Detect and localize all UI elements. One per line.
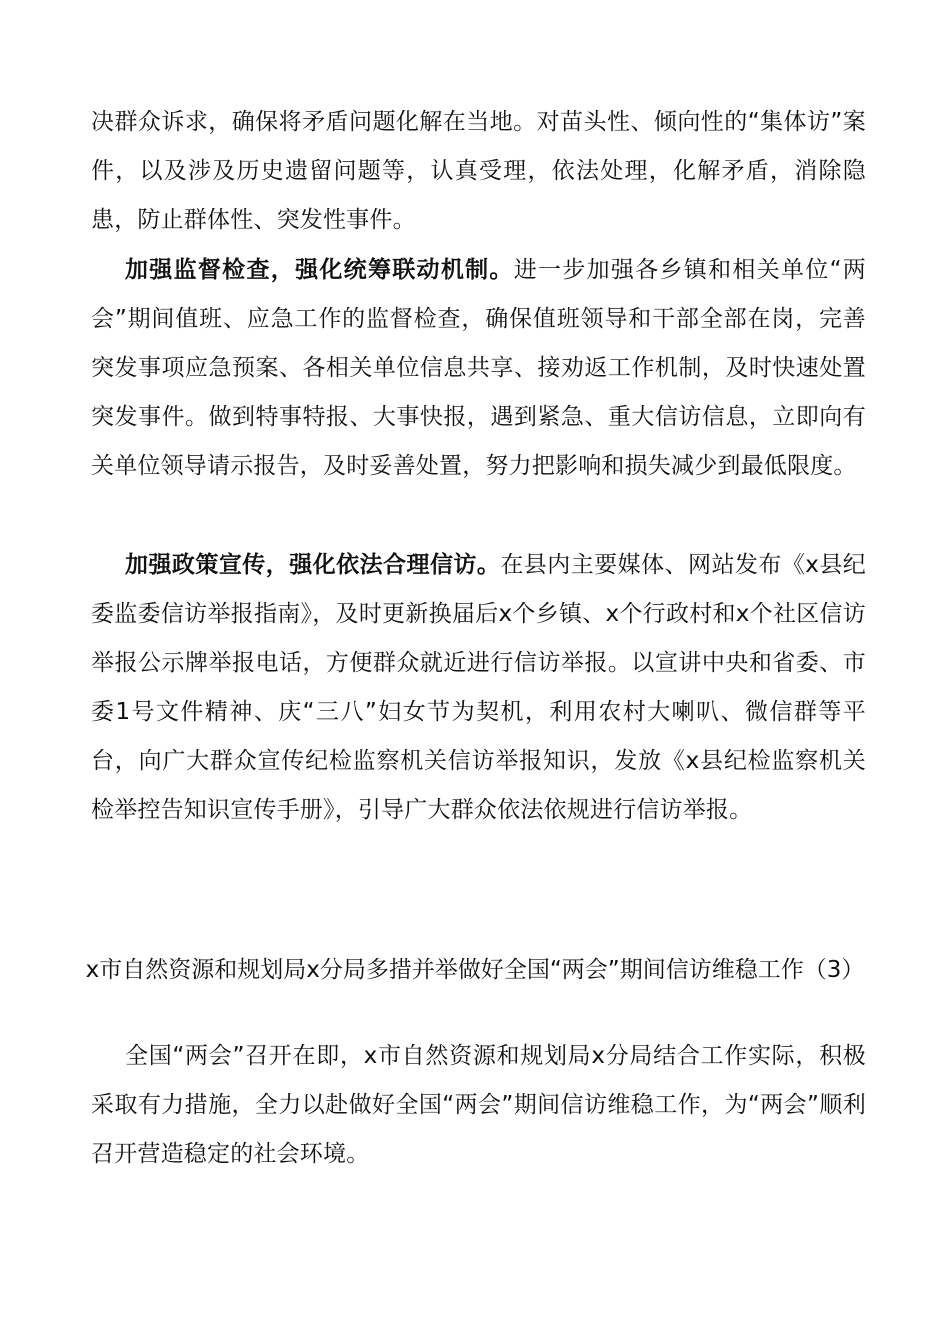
paragraph-complaints: 决群众诉求，确保将矛盾问题化解在当地。对苗头性、倾向性的“集体访”案件，以及涉及历史遗留问题等，认真受理，依法处理，化解矛盾，消除隐患，防止群体性、突发性事件。 [91,109,866,233]
article-title: x市自然资源和规划局x分局多措并举做好全国“两会”期间信访维稳工作（3） [85,957,865,983]
paragraph-intro: 全国“两会”召开在即，x市自然资源和规划局x分局结合工作实际，积极采取有力措施，全力以赴做好全国“两会”期间信访维稳工作，为“两会”顺利召开营造稳定的社会环境。 [91,1043,866,1167]
paragraph-publicity [91,541,866,835]
paragraph-publicity-lead: 加强政策宣传，强化依法合理信访。 [125,552,501,578]
paragraph-supervision-body: 进一步加强各乡镇和相关单位“两会”期间值班、应急工作的监督检查，确保值班领导和干部全部在岗，完善突发事项应急预案、各相关单位信息共享、接劝返工作机制，及时快速处置突发事件。做到特事特报、大事快报，遇到紧急、重大信访信息，立即向有关单位领导请示报告，及时妥善处置，努力把影响和损失减少到最低限度。 [91,257,866,479]
paragraph-supervision-lead: 加强监督检查，强化统筹联动机制。 [125,257,514,283]
paragraph-publicity-body: 在县内主要媒体、网站发布《x县纪委监委信访举报指南》，及时更新换届后x个乡镇、x个行政村和x个社区信访举报公示牌举报电话，方便群众就近进行信访举报。以宣讲中央和省委、市委1号文件精神、庆“三八”妇女节为契机，利用农村大喇叭、微信群等平台，向广大群众宣传纪检监察机关信访举报知识，发放《x县纪检监察机关检举控告知识宣传手册》，引导广大群众依法依规进行信访举报。 [91,552,867,823]
paragraph-supervision [91,246,866,491]
